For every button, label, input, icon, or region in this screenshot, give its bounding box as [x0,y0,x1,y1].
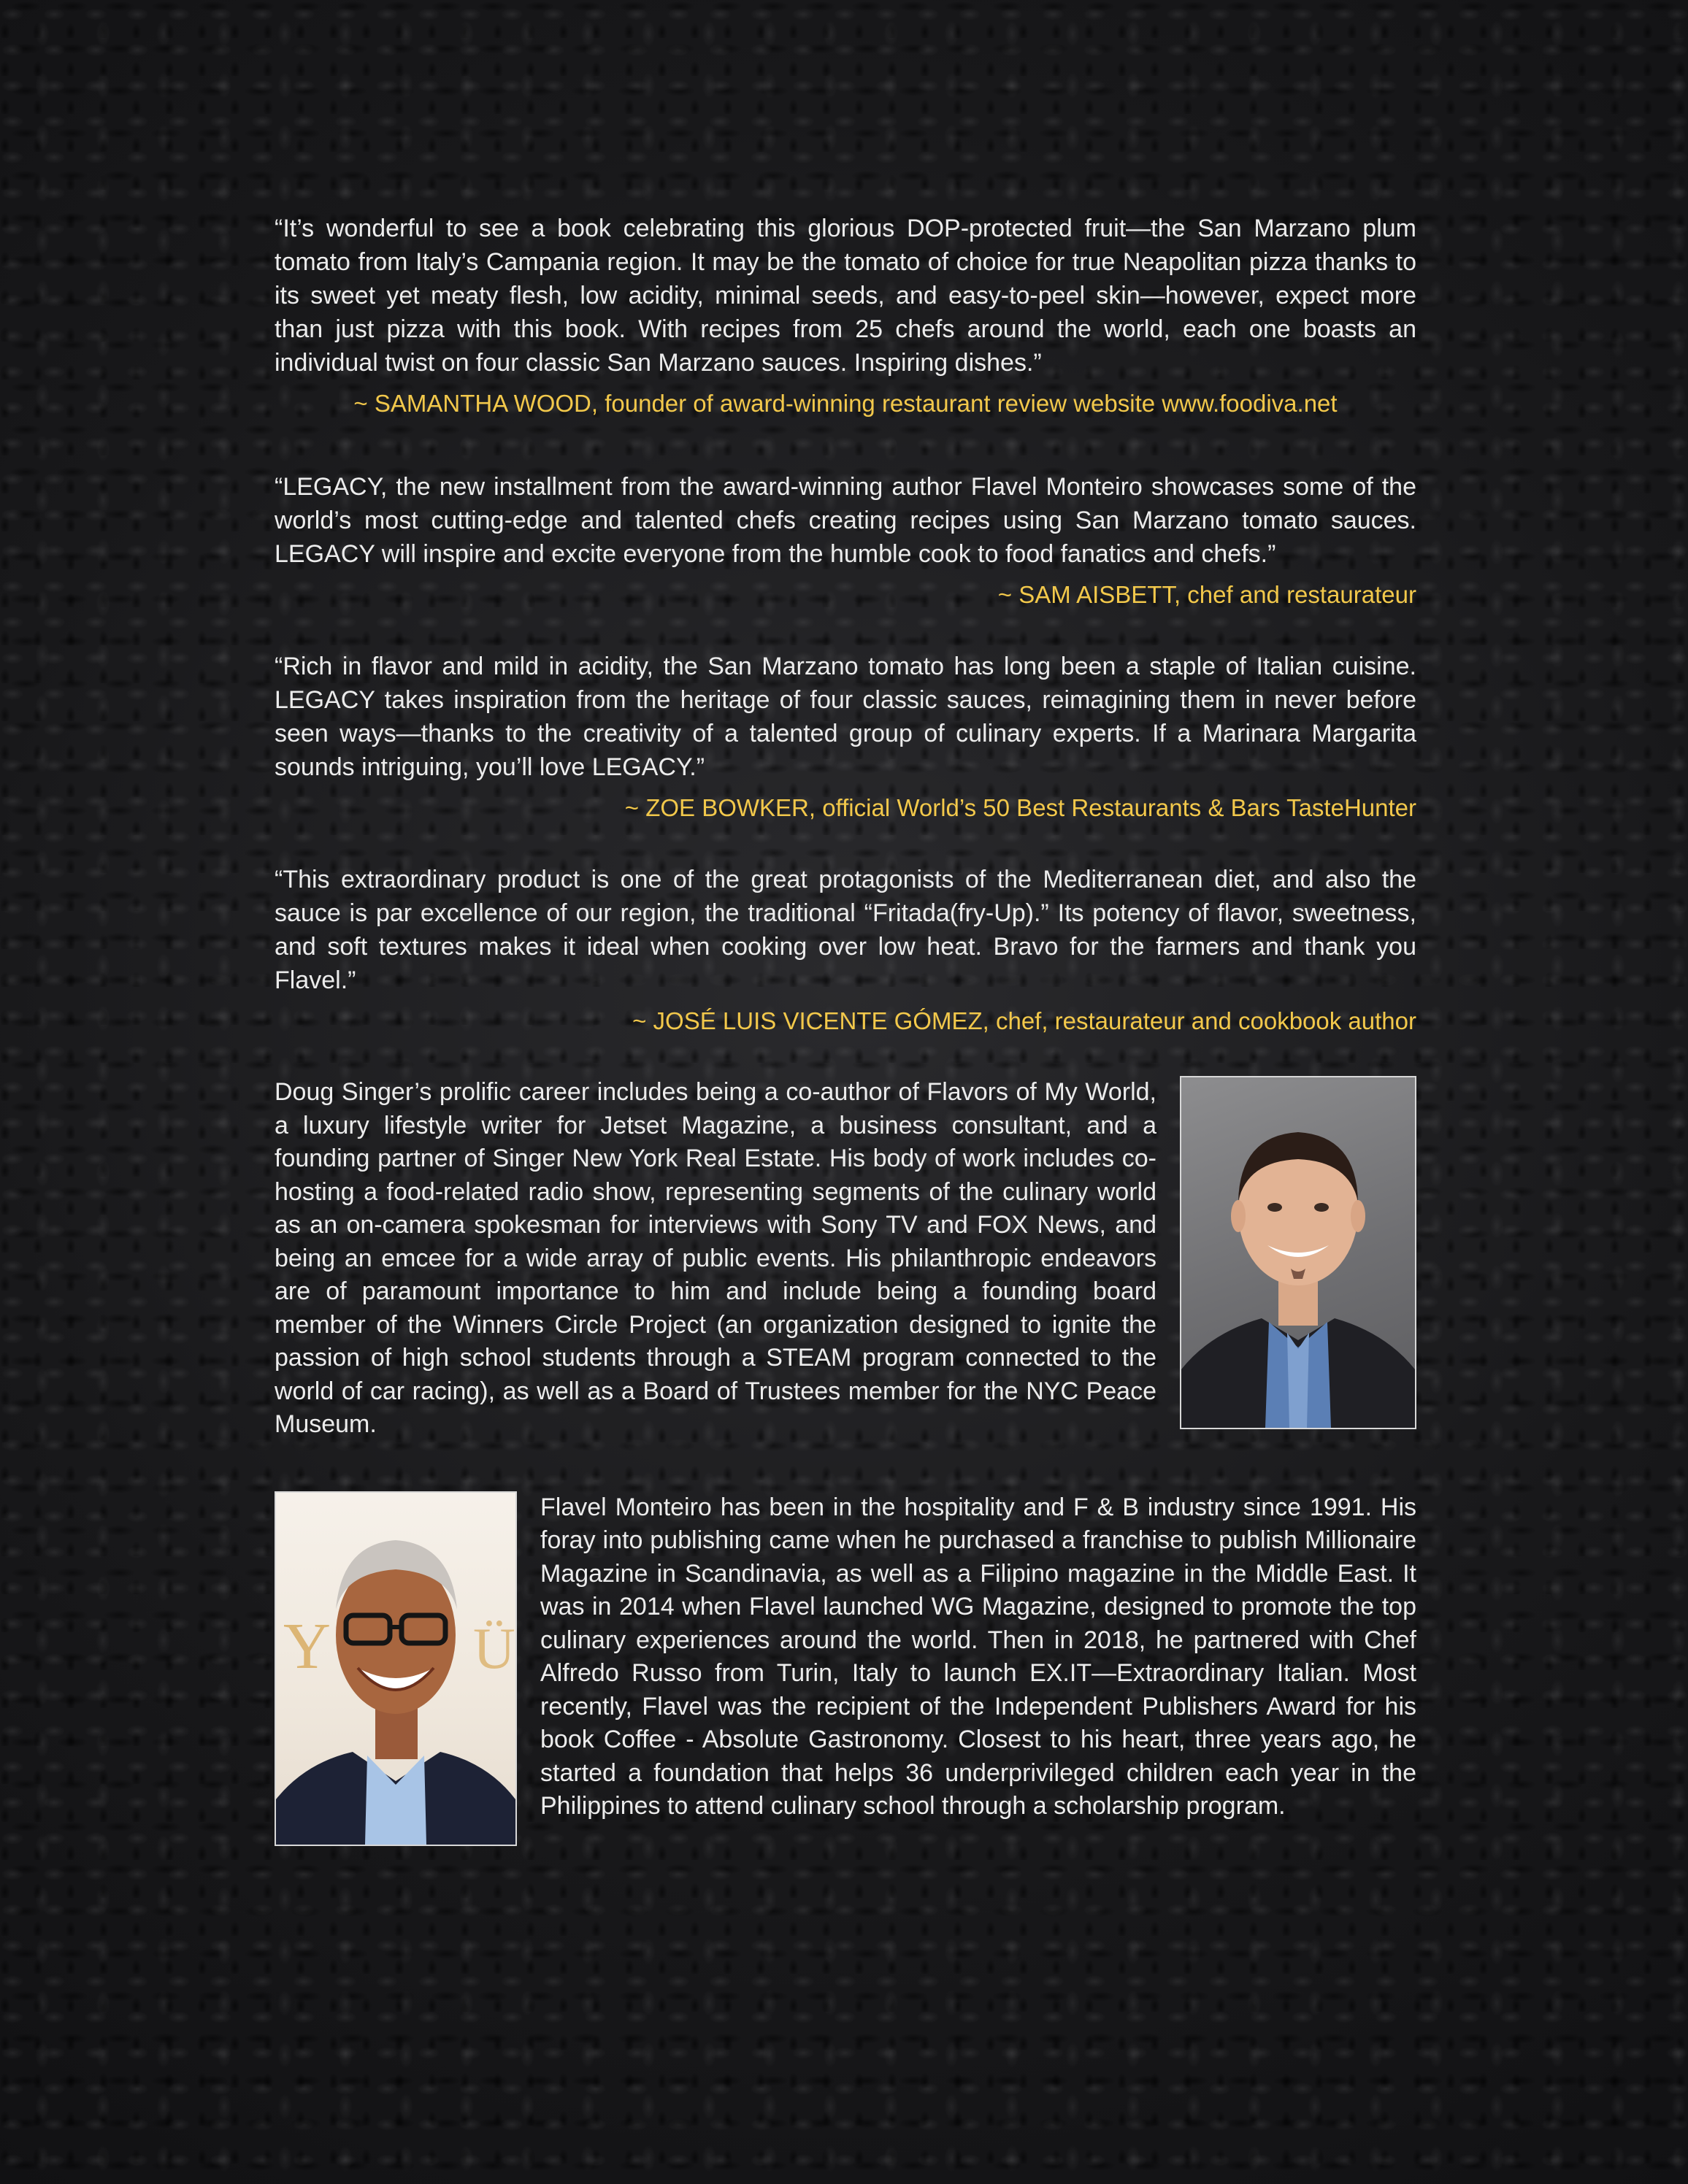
endorsement-attribution: ~ SAM AISBETT, chef and restaurateur [997,581,1416,608]
endorsement-quote: “LEGACY, the new installment from the award-winning author Flavel Monteiro showcases some of the world’s most cutting-edge and talented chefs creating recipes using San Marzano tomato sauces. LEGACY will inspire and excite everyone from the humble cook to food fanatics and chefs.” [275,473,1416,568]
author-bio-flavel-monteiro [275,1491,1416,1846]
endorsement-attribution: ~ SAMANTHA WOOD, founder of award-winning restaurant review website www.foodiva.net [353,390,1338,417]
endorsement-quote: “Rich in flavor and mild in acidity, the San Marzano tomato has long been a staple of Italian cuisine. LEGACY takes inspiration from the heritage of four classic sauces, reimagining them in never before seen ways—thanks to the creativity of a talented group of culinary experts. If a Marinara Margarita sounds intriguing, you’ll love LEGACY.” [275,653,1416,781]
endorsement-attribution: ~ ZOE BOWKER, official World’s 50 Best Restaurants & Bars TasteHunter [624,794,1416,821]
endorsement-2 [275,470,1416,612]
svg-text:Ü: Ü [473,1616,515,1681]
endorsement-quote: “This extraordinary product is one of the great protagonists of the Mediterranean diet, and also the sauce is par excellence of our region, the traditional “Fritada(fry-Up).” Its potency of flavor, sweetness, and soft textures makes it ideal when cooking over low heat. Bravo for the farmers and thank you Flavel.” [275,866,1416,994]
svg-text:Y: Y [283,1610,331,1683]
endorsement-quote: “It’s wonderful to see a book celebrating this glorious DOP-protected fruit—the San Marzano plum tomato from Italy’s Campania region. It may be the tomato of choice for true Neapolitan pizza thanks to its sweet yet meaty flesh, low acidity, minimal seeds, and easy-to-peel skin—however, expect more than just pizza with this book. With recipes from 25 chefs around the world, each one boasts an individual twist on four classic San Marzano sauces. Inspiring dishes.” [275,215,1416,377]
endorsement-4 [275,863,1416,1038]
author-bio-text: Flavel Monteiro has been in the hospitality and F & B industry since 1991. His foray into publishing came when he purchased a franchise to publish Millionaire Magazine in Scandinavia, as well as a Filipino magazine in the Middle East. It was in 2014 when Flavel launched WG Magazine, designed to promote the top culinary experiences around the world. Then in 2018, he partnered with Chef Alfredo Russo from Turin, Italy to launch EX.IT—Extraordinary Italian. Most recently, Flavel was the recipient of the Independent Publishers Award for his book Coffee - Absolute Gastronomy. Closest to his heart, three years ago, he started a foundation that helps 36 underprivileged children each year in the Philippines to attend culinary school through a scholarship program. [540,1493,1416,1820]
author-bio-text: Doug Singer’s prolific career includes being a co-author of Flavors of My World, a luxury lifestyle writer for Jetset Magazine, a business consultant, and a founding partner of Singer New York Real Estate. His body of work includes co-hosting a food-related radio show, representing segments of the culinary world as an on-camera spokesman for interviews with Sony TV and FOX News, and being an emcee for a wide array of public events. His philanthropic endeavors are of paramount importance to him and include being a founding board member of the Winners Circle Project (an organization designed to ignite the passion of high school students through a STEAM program connected to the world of car racing), as well as a Board of Trustees member for the NYC Peace Museum. [275,1078,1156,1438]
back-cover-content [275,212,1416,1846]
endorsement-attribution: ~ JOSÉ LUIS VICENTE GÓMEZ, chef, restaurateur and cookbook author [632,1007,1416,1034]
endorsement-3 [275,650,1416,825]
author-photo-doug-singer [1180,1076,1416,1429]
author-bio-doug-singer [275,1076,1416,1442]
endorsement-1 [275,212,1416,420]
author-photo-flavel-monteiro [275,1491,517,1846]
